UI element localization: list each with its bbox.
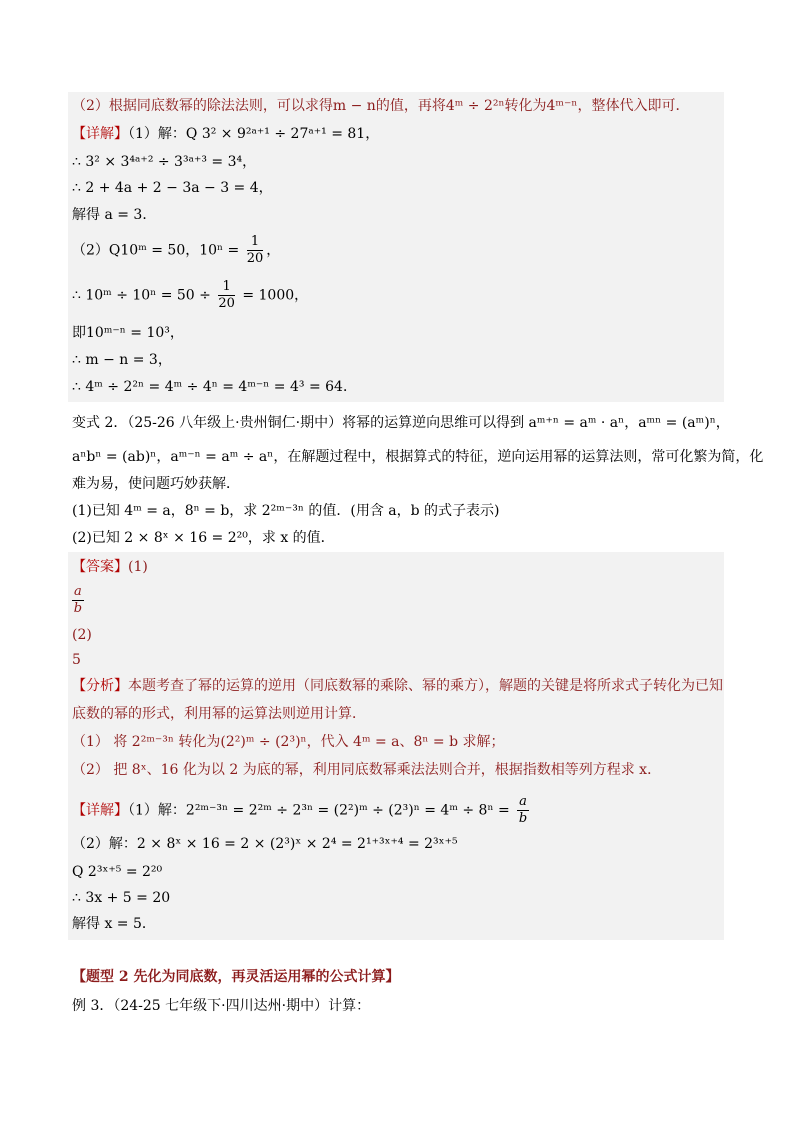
answer-2-value: 5 — [72, 652, 81, 668]
fraction-denominator: 20 — [246, 251, 264, 266]
detail2-line-3: Q 2³ˣ⁺⁵ = 2²⁰ — [72, 864, 163, 880]
math-line-2: ∴ 2 + 4a + 2 − 3a − 3 = 4， — [72, 180, 273, 196]
math-line-1: ∴ 3² × 3⁴ᵃ⁺² ÷ 3³ᵃ⁺³ = 3⁴， — [72, 154, 257, 170]
analysis-tag: 【分析】 — [72, 678, 128, 694]
math-line-8: ∴ 4ᵐ ÷ 2²ⁿ = 4ᵐ ÷ 4ⁿ = 4ᵐ⁻ⁿ = 4³ = 64． — [72, 379, 357, 395]
fraction-denominator: 20 — [218, 296, 235, 311]
math-line-5-b: = 1000， — [242, 287, 309, 304]
fraction-denominator: b — [73, 601, 83, 616]
analysis-line-4: （2） 把 8ˣ、16 化为以 2 为底的幂，利用同底数幂乘法法则合并，根据指数相等列方程求 x． — [72, 762, 662, 778]
fraction-a-over-b-detail — [517, 794, 529, 827]
math-line-5 — [72, 279, 308, 312]
math-line-4-a: （2）Q10ᵐ = 50，10ⁿ = — [72, 242, 240, 259]
detail2-line-2: （2）解：2 × 8ˣ × 16 = 2 × (2³)ˣ × 2⁴ = 2¹⁺³ˣ⁺⁴ = 2³ˣ⁺⁵ — [72, 836, 458, 852]
answer-2-label: (2) — [72, 627, 92, 643]
fraction-numerator: a — [519, 794, 527, 809]
answer-tag: 【答案】 — [72, 559, 128, 575]
math-line-7: ∴ m − n = 3， — [72, 352, 172, 368]
variant2-question-1: 变式 2．（25-26 八年级上·贵州铜仁·期中）将幂的运算逆向思维可以得到 aᵐ⁺ⁿ = aᵐ · aⁿ，aᵐⁿ = (aᵐ)ⁿ， — [72, 415, 730, 431]
math-line-3: 解得 a = 3． — [72, 207, 157, 223]
answer-line — [72, 557, 148, 577]
analysis-line-1 — [72, 676, 723, 696]
detail2-line-4: ∴ 3x + 5 = 20 — [72, 890, 171, 906]
variant2-question-3: 难为易，使问题巧妙获解． — [72, 476, 240, 492]
variant2-question-2: aⁿbⁿ = (ab)ⁿ，aᵐ⁻ⁿ = aᵐ ÷ aⁿ，在解题过程中，根据算式的特征，逆向运用幂的运算法则，常可化繁为简，化 — [72, 449, 764, 465]
answer-1-label: (1) — [128, 559, 148, 575]
fraction-1-20-b — [218, 279, 235, 312]
fraction-1-20 — [247, 234, 264, 267]
analysis-line-3: （1） 将 2²ᵐ⁻³ⁿ 转化为(2²)ᵐ ÷ (2³)ⁿ，代入 4ᵐ = a、8ⁿ = b 求解； — [72, 734, 505, 750]
math-line-4 — [72, 234, 280, 267]
fraction-numerator: 1 — [247, 234, 264, 251]
detail-text: （1）解：Q 3² × 9²ᵃ⁺¹ ÷ 27ᵃ⁺¹ = 81， — [128, 126, 380, 142]
section-title: 【题型 2 先化为同底数，再灵活运用幂的公式计算】 — [72, 969, 400, 985]
hint-line: （2）根据同底数幂的除法法则，可以求得m − n的值，再将4ᵐ ÷ 2²ⁿ转化为4ᵐ⁻ⁿ，整体代入即可． — [72, 98, 690, 114]
fraction-numerator: 1 — [218, 279, 235, 296]
example-3-line: 例 3．（24-25 七年级下·四川达州·期中）计算： — [72, 998, 371, 1014]
detail2-text-1: （1）解：2²ᵐ⁻³ⁿ = 2²ᵐ ÷ 2³ⁿ = (2²)ᵐ ÷ (2³)ⁿ = 4ᵐ ÷ 8ⁿ = — [128, 802, 510, 819]
detail2-line-5: 解得 x = 5． — [72, 916, 156, 932]
detail2-line-1 — [72, 794, 532, 827]
math-line-4-b: ， — [266, 242, 281, 259]
analysis-text-1: 本题考查了幂的运算的逆用（同底数幂的乘除、幂的乘方），解题的关键是将所求式子转化为已知 — [128, 678, 723, 694]
detail-tag: 【详解】 — [72, 126, 128, 142]
analysis-line-2: 底数的幂的形式，利用幂的运算法则逆用计算． — [72, 706, 366, 722]
variant2-question-4: (1)已知 4ᵐ = a，8ⁿ = b，求 2²ᵐ⁻³ⁿ 的值．(用含 a，b 的式子表示) — [72, 503, 500, 519]
detail2-tag: 【详解】 — [72, 802, 128, 819]
variant2-question-5: (2)已知 2 × 8ˣ × 16 = 2²⁰，求 x 的值． — [72, 530, 335, 546]
answer-1-fraction — [72, 584, 87, 617]
math-line-5-a: ∴ 10ᵐ ÷ 10ⁿ = 50 ÷ — [72, 287, 211, 304]
fraction-denominator: b — [518, 811, 528, 826]
detail-line-1 — [72, 124, 379, 144]
fraction-a-over-b — [72, 584, 84, 617]
fraction-numerator: a — [74, 584, 82, 599]
math-line-6: 即10ᵐ⁻ⁿ = 10³， — [72, 325, 184, 341]
